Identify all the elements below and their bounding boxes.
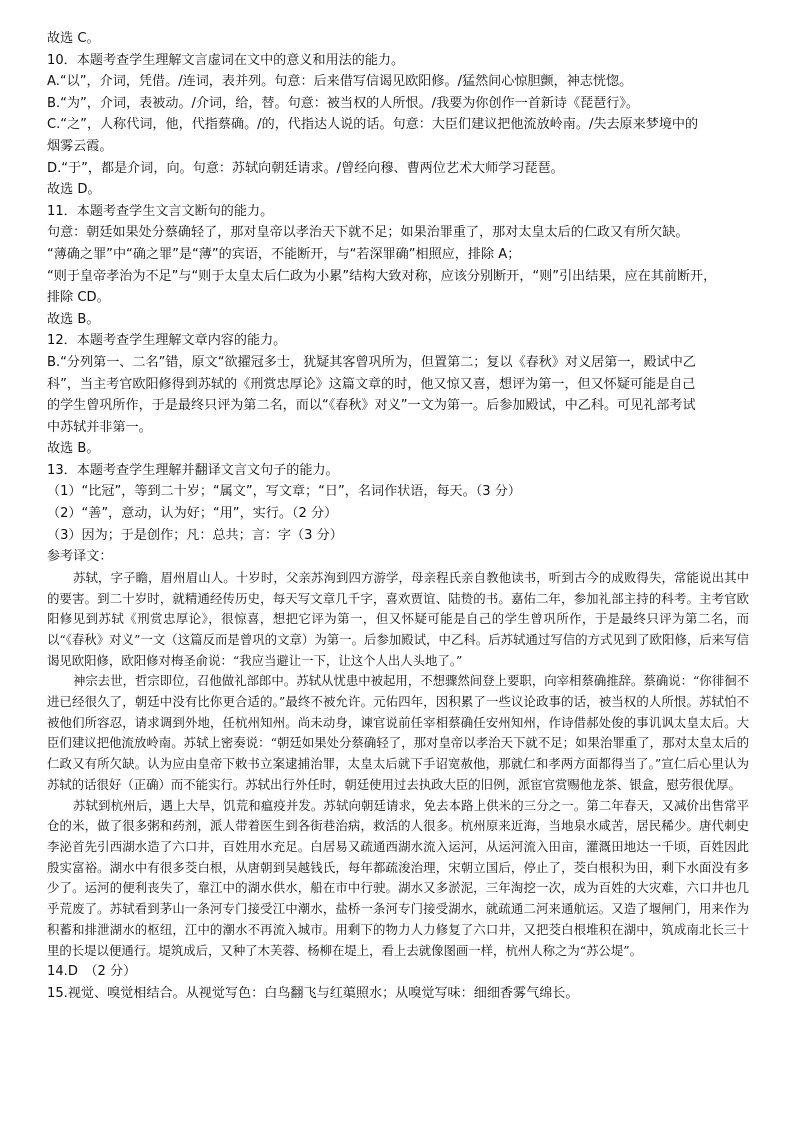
question-10-heading: 10．本题考查学生理解文言虚词在文中的意义和用法的能力。 bbox=[47, 52, 405, 68]
translation-paragraph: 苏轼，字子瞻，眉州眉山人。十岁时，父亲苏洵到四方游学，母亲程氏亲自教他读书，听到古今的成败得失，常能说出其中的要害。到二十岁时，就精通经传历史，每天写文章几千字，喜欢贾谊、陆贽的书。嘉佑二年，参加礼部主持的科考。主考官欧阳修见到苏轼《刑赏忠厚论》，很惊喜，想把它评为第一，但又怀疑可能是自己的学生曾巩所作，于是最终只评为第二名，而以“《春秋》对义”一文（这篇反而是曾巩的文章）为第一。后参加殿试，中乙科。后苏轼通过写信的方式见到了欧阳修，后来写信谒见欧阳修，欧阳修对梅圣俞说：“我应当避让一下，让这个人出人头地了。” bbox=[47, 569, 749, 668]
question-12-heading: 12．本题考查学生理解文章内容的能力。 bbox=[47, 333, 287, 349]
option-b: B.“为”，介词，表被动。/介词，给，替。句意：被当权的人所恨。/我要为你创作一首新诗《琵琶行》。 bbox=[47, 95, 640, 111]
answer-line: B.“分列第一、二名”错，原文“欲擢冠多士，犹疑其客曾巩所为，但置第二；复以《春秋》对义居第一，殿试中乙 bbox=[47, 354, 696, 370]
answer-line: 科”，当主考官欧阳修得到苏轼的《刑赏忠厚论》这篇文章的时，他又惊又喜，想评为第一，但又怀疑可能是自己 bbox=[47, 376, 696, 392]
answer-line: 排除 CD。 bbox=[47, 290, 110, 306]
answer-line: 故选 B。 bbox=[47, 441, 100, 457]
answer-line: 故选 C。 bbox=[47, 31, 100, 46]
answer-line: （2）“善”，意动，认为好；“用”，实行。（2 分） bbox=[47, 506, 338, 522]
answer-line: 的学生曾巩所作，于是最终只评为第二名，而以“《春秋》对义”一文为第一。后参加殿试，中乙科。可见礼部考试 bbox=[47, 398, 696, 414]
answer-line: （1）“比冠”，等到二十岁；“属文”，写文章；“日”，名词作状语，每天。（3 分） bbox=[47, 484, 521, 500]
option-c: C.“之”，人称代词，他，代指蔡确。/的，代指达人说的话。句意：大臣们建议把他流放岭南。/失去原来梦境中的 bbox=[47, 117, 699, 133]
question-14-answer: 14.D （2 分） bbox=[47, 964, 137, 980]
reference-translation bbox=[47, 568, 749, 961]
answer-line: “薄确之罪”中“确之罪”是“薄”的宾语，不能断开，与“若深罪确”相照应，排除 A； bbox=[47, 246, 521, 262]
answer-line: “则于皇帝孝治为不足”与“则于太皇太后仁政为小累”结构大致对称，应该分别断开，“则”引出结果，应在其前断开， bbox=[47, 268, 717, 284]
answer-line: 故选 B。 bbox=[47, 311, 100, 327]
translation-paragraph: 神宗去世，哲宗即位，召他做礼部郎中。苏轼从忧患中被起用，不想骤然间登上要职，向宰相蔡确推辞。蔡确说：“你徘徊不进已经很久了，朝廷中没有比你更合适的。”最终不被允许。元佑四年，因积累了一些议论政事的话，被当权的人所恨。苏轼怕不被他们所容忍，请求调到外地，任杭州知州。尚未动身，谏官说前任宰相蔡确任安州知州，作诗借郝处俊的事讥讽太皇太后。大臣们建议把他流放岭南。苏轼上密奏说：“朝廷如果处分蔡确轻了，那对皇帝以孝治天下就不足；如果治罪重了，那对太皇太后的仁政又有所欠缺。认为应由皇帝下敕书立案逮捕治罪，太皇太后就下手诏宽赦他，那就仁和孝两方面都得当了。”宣仁后心里认为苏轼的话很好（正确）而不能实行。苏轼出行外任时，朝廷使用过去执政大臣的旧例，派宦官赏赐他龙茶、银盒，慰劳很优厚。 bbox=[47, 673, 749, 792]
answer-line: 故选 D。 bbox=[47, 182, 101, 198]
question-13-heading: 13．本题考查学生理解并翻译文言文句子的能力。 bbox=[47, 462, 339, 478]
option-d: D.“于”，都是介词，向。句意：苏轼向朝廷请求。/曾经向穆、曹两位艺术大师学习琵琶。 bbox=[47, 160, 564, 176]
question-15-answer: 15.视觉、嗅觉相结合。从视觉写色：白鸟翻飞与红蕖照水；从嗅觉写味：细细香雾气绵长。 bbox=[47, 985, 579, 1001]
answer-line: 中苏轼并非第一。 bbox=[47, 419, 152, 435]
answer-line: 句意：朝廷如果处分蔡确轻了，那对皇帝以孝治天下就不足；如果治罪重了，那对太皇太后的仁政又有所欠缺。 bbox=[47, 225, 689, 241]
translation-paragraph: 苏轼到杭州后，遇上大旱，饥荒和瘟疫并发。苏轼向朝廷请求，免去本路上供米的三分之一。第二年春天，又减价出售常平仓的米，做了很多粥和药剂，派人带着医生到各街巷治病，救活的人很多。杭州原来近海，当地泉水咸苦，居民稀少。唐代刺史李泌首先引西湖水造了六口井，百姓用水充足。白居易又疏通西湖水流入运河，从运河流入田亩，灌溉田地达一千顷，百姓因此殷实富裕。湖水中有很多茭白根，从唐朝到吴越钱氏，每年都疏浚治理，宋朝立国后，停止了，茭白根积为田，剩下水面没有多少了。运河的便利丧失了，靠江中的湖水供水，船在市中行驶。湖水又多淤泥，三年淘挖一次，成为百姓的大灾难，六口井也几乎荒废了。苏轼看到茅山一条河专门接受江中潮水，盐桥一条河专门接受湖水，就疏通二河来通航运。又造了堰闸门，用来作为积蓄和排泄湖水的枢纽，江中的潮水不再流入城市。用剩下的物力人力修复了六口井，又把茭白根堆积在湖中，筑成南北长三十里的长堤以便通行。堤筑成后，又种了木芙蓉、杨柳在堤上，看上去就像图画一样，杭州人称之为“苏公堤”。 bbox=[47, 797, 749, 958]
option-a: A.“以”，介词，凭借。/连词，表并列。句意：后来借写信谒见欧阳修。/猛然间心惊胆颤，神志恍惚。 bbox=[47, 74, 633, 90]
answer-document bbox=[47, 28, 749, 1004]
answer-line: （3）因为；于是创作；凡：总共；言：字（3 分） bbox=[47, 527, 343, 543]
reference-translation-heading: 参考译文： bbox=[47, 549, 113, 565]
question-11-heading: 11．本题考查学生文言文断句的能力。 bbox=[47, 203, 274, 219]
option-c-cont: 烟雾云霞。 bbox=[47, 138, 113, 154]
